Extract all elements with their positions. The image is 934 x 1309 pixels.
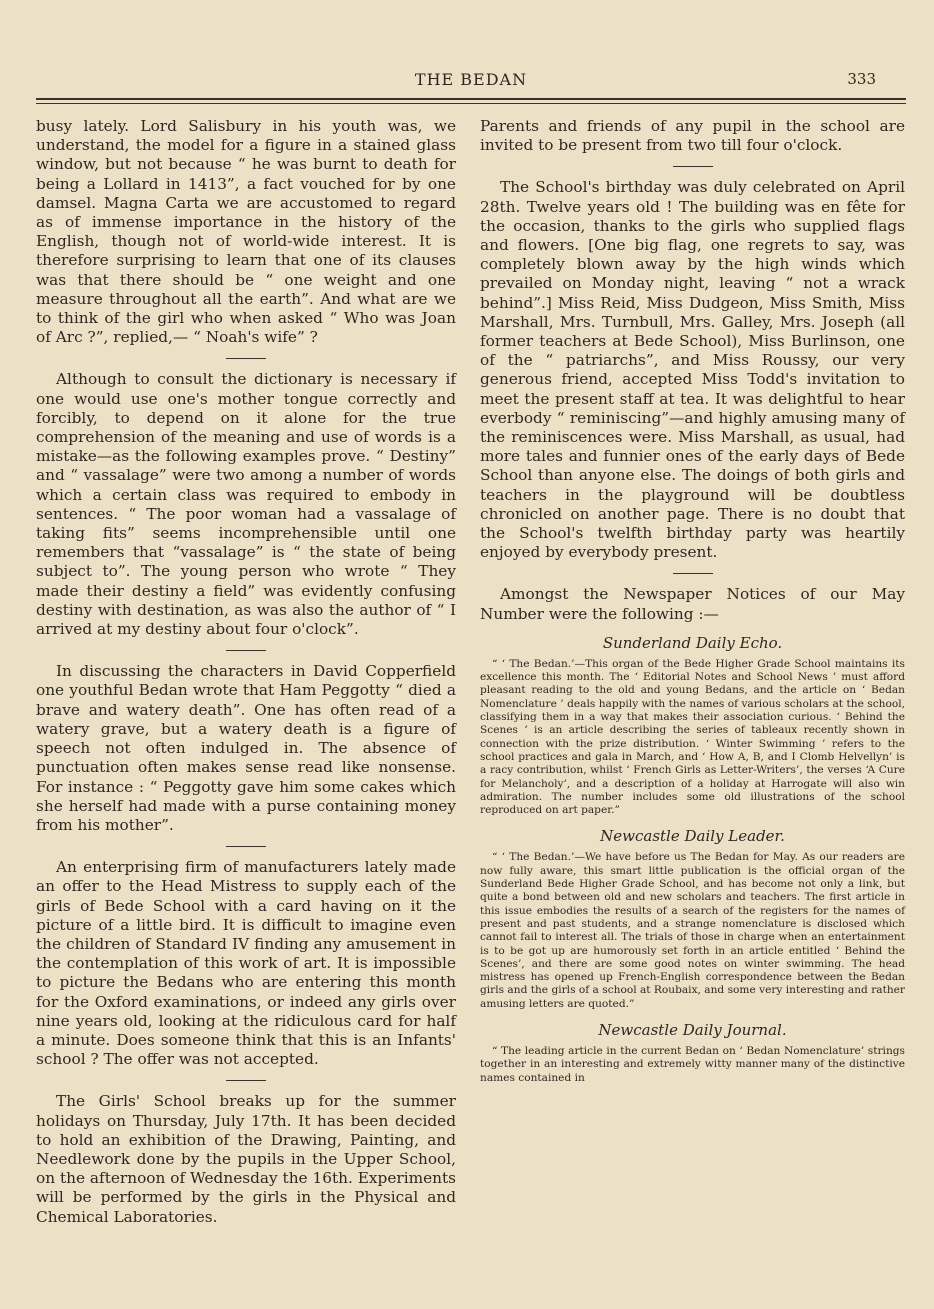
source-newcastle-journal: Newcastle Daily Journal. [598,1021,787,1039]
paragraph-parents-invited: Parents and friends of any pupil in the school are invited to be present from two till four o'clock. [480,117,905,155]
separator [673,166,713,167]
paragraph-newspaper-notices: Amongst the Newspaper Notices of our May Number were the following :— [480,585,905,623]
paragraph-school-birthday: The School's birthday was duly celebrated on April 28th. Twelve years old ! The building was en fête for the occasion, thanks to the girls who supplied flags and flowers. [One big flag, one regrets to say, was completely blown away by the high winds which prevailed on Monday night, leaving “ not a wrack behind”.] Miss Reid, Miss Dudgeon, Miss Smith, Miss Marshall, Mrs. Turnbull, Mrs. Galley, Mrs. Joseph (all former teachers at Bede School), Miss Burlinson, one of the “ patriarchs”, and Miss Roussy, our very generous friend, accepted Miss Todd's invitation to meet the present staff at tea. It was delightful to hear everbody “ reminiscing”—and highly amusing many of the reminiscences were. Miss Marshall, as usual, had more tales and funnier ones of the early days of Bede School than anyone else. The doings of both girls and teachers in the playground will be doubtless chronicled on another page. There is no doubt that the School's twelfth birthday party was heartily enjoyed by everybody present. [480,178,905,562]
source-newcastle-leader: Newcastle Daily Leader. [600,827,785,846]
paragraph-lord-salisbury: busy lately. Lord Salisbury in his youth was, we understand, the model for a figure in a stained glass window, but not because “ he was burnt to death for being a Lollard in 1413”, a fact vouched for by one damsel. Magna Carta we are accustomed to regard as of immense importance in the history of the English, though not of world-wide interest. It is therefore surprising to learn that one of its clauses was that there should be “ one weight and one measure throughout all the earth”. And what are we to think of the girl who when asked “ Who was Joan of Arc ?”, replied,— “ Noah's wife” ? [36,117,456,347]
separator [226,846,266,847]
paragraph-copperfield: In discussing the characters in David Copperfield one youthful Bedan wrote that Ham Peggotty “ died a brave and watery death”. One has often read of a watery grave, but a watery death is a figure of speech not often indulged in. The absence of punctuation often makes sense read like nonsense. For instance : “ Peggotty gave him some cakes which she herself had made with a purse containing money from his mother”. [36,662,456,834]
page-number: 333 [847,70,876,88]
journal-title: THE BEDAN [414,70,528,89]
quote-newcastle-leader: “ ‘ The Bedan.’—We have before us The Bedan for May. As our readers are now fully aware, this smart little publication is the official organ of the Sunderland Bede Higher Grade School, and has become not only a link, but quite a bond between old and new scholars and teachers. The first article in this issue embodies the results of a search of the registers for the names of present and past students, and a strange nomenclature is disclosed which cannot fail to interest all. The trials of those in charge when an entertainment is to be got up are humorously set forth in an article entitled ‘ Behind the Scenes’, and there are some good notes on winter swimming. The head mistress has opened up French-English correspondence between the Bedan girls and the girls of a school at Roubaix, and some very interesting and rather amusing letters are quoted.” [480,851,905,1010]
left-column [36,117,456,1227]
right-column [480,117,905,1085]
quote-newcastle-journal: “ The leading article in the current Bedan on ‘ Bedan Nomenclature’ strings together in an interesting and extremely witty manner many of the distinctive names contained in [480,1045,905,1084]
running-header [36,64,906,90]
header-rule-thin [36,103,906,104]
paragraph-summer-holidays: The Girls' School breaks up for the summer holidays on Thursday, July 17th. It has been decided to hold an exhibition of the Drawing, Painting, and Needlework done by the pupils in the Upper School, on the afternoon of Wednesday the 16th. Experiments will be performed by the girls in the Physical and Chemical Laboratories. [36,1092,456,1226]
separator [673,573,713,574]
separator [226,358,266,359]
separator [226,650,266,651]
separator [226,1080,266,1081]
quote-sunderland-echo: “ ‘ The Bedan.’—This organ of the Bede Higher Grade School maintains its excellence this month. The ‘ Editorial Notes and School News ’ must afford pleasant reading to the old and young Bedans, and the article on ‘ Bedan Nomenclature ’ deals happily with the names of various scholars at the school, classifying them in a way that makes their association curious. ‘ Behind the Scenes ’ is an article describing the series of tableaux recently shown in connection with the prize distribution. ‘ Winter Swimming ’ refers to the school practices and gala in March, and ‘ How A, B, and I Clomb Helvellyn’ is a racy contribution, whilst ‘ French Girls as Letter-Writers’, the verses ‘A Cure for Melancholy’, and a description of a holiday at Harrogate will also win admiration. The number includes some old illustrations of the school reproduced on art paper.” [480,657,905,817]
header-rule-thick [36,98,906,100]
paragraph-dictionary: Although to consult the dictionary is necessary if one would use one's mother tongue correctly and forcibly, to depend on it alone for the true comprehension of the meaning and use of words is a mistake—as the following examples prove. “ Destiny” and “ vassalage” were two among a number of words which a certain class was required to embody in sentences. “ The poor woman had a vassalage of taking fits” seems incomprehensible until one remembers that “vassalage” is “ the state of being subject to”. The young person who wrote “ They made their destiny a field” was evidently confusing destiny with destination, as was also the author of “ I arrived at my destiny about four o'clock”. [36,370,456,639]
source-sunderland-echo: Sunderland Daily Echo. [602,633,783,652]
paragraph-bird-card: An enterprising firm of manufacturers lately made an offer to the Head Mistress to supply each of the girls of Bede School with a card having on it the picture of a little bird. It is difficult to imagine even the children of Standard IV finding any amusement in the contemplation of this work of art. It is impossible to picture the Bedans who are entering this month for the Oxford examinations, or indeed any girls over nine years old, looking at the ridiculous card for half a minute. Does someone think that this is an Infants' school ? The offer was not accepted. [36,858,456,1069]
